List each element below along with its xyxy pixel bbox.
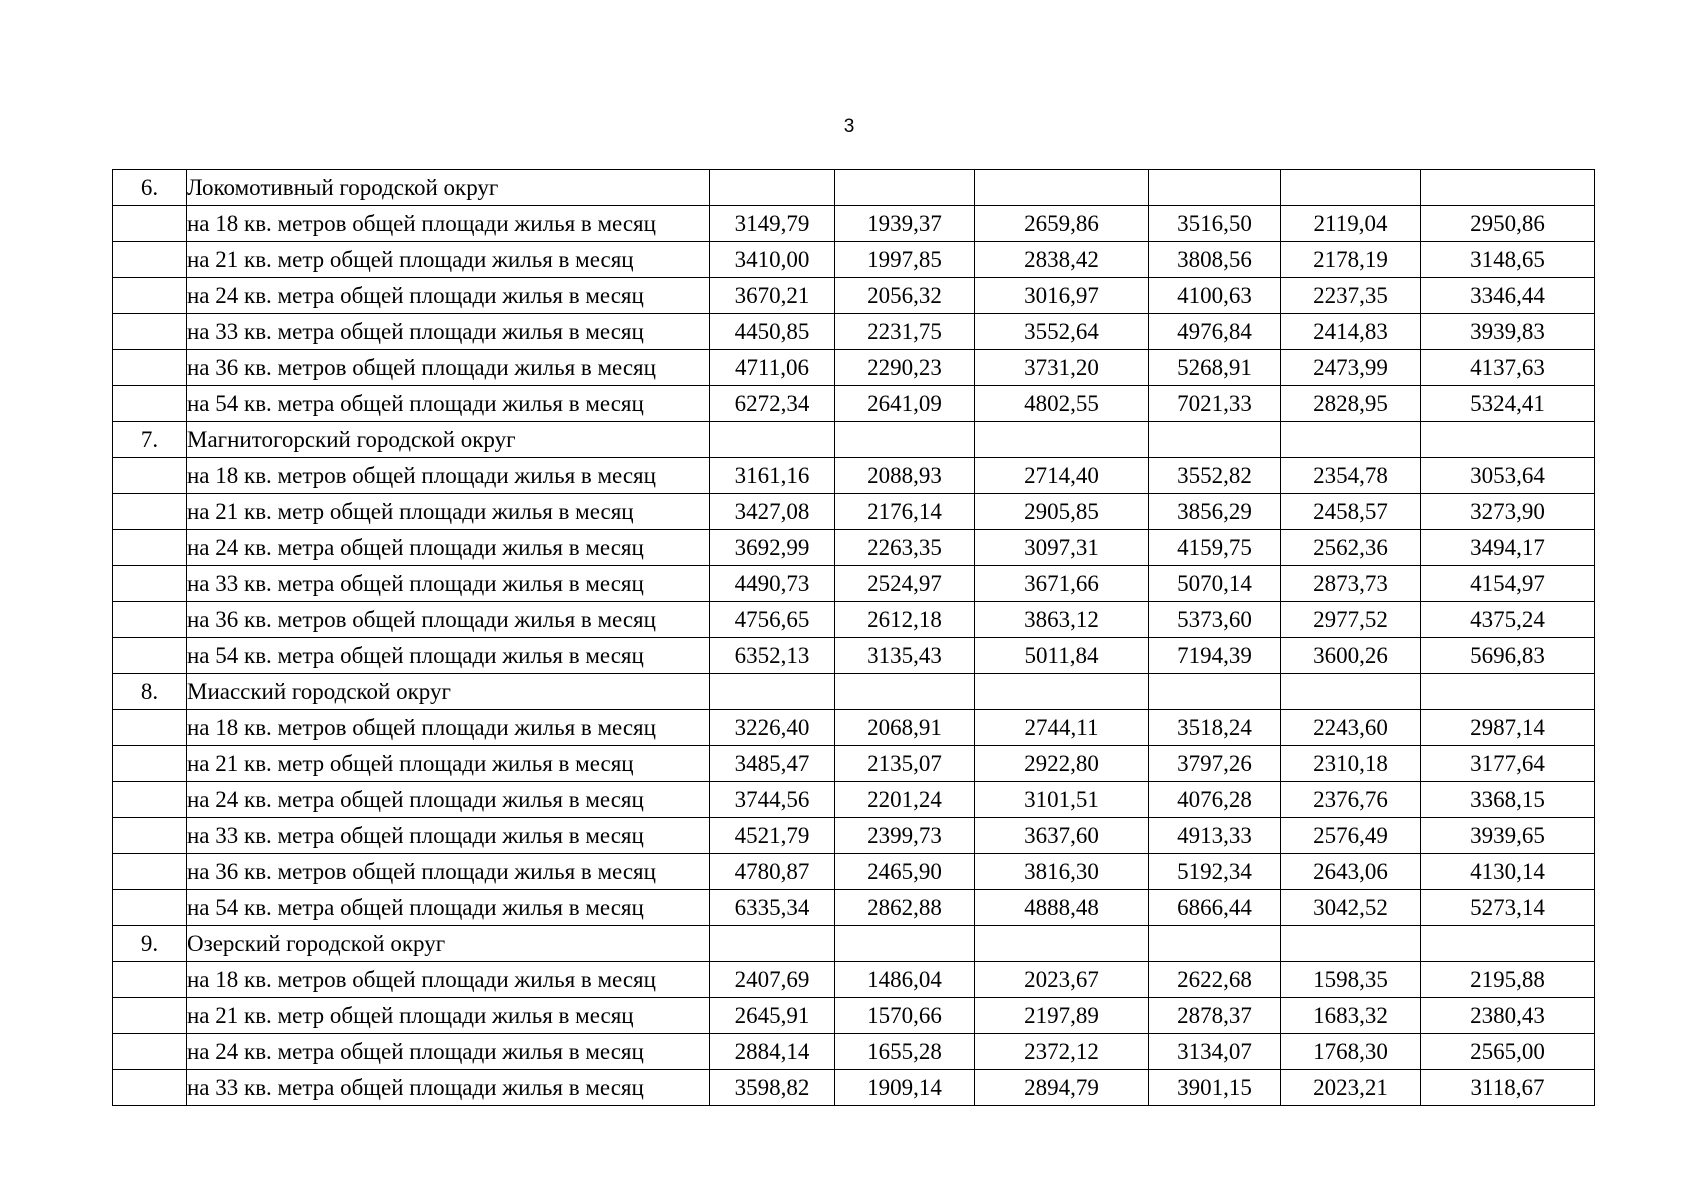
value-cell: 2023,67 — [975, 962, 1149, 998]
value-cell: 2310,18 — [1281, 746, 1421, 782]
table-body — [113, 170, 1595, 1106]
value-cell: 4521,79 — [710, 818, 835, 854]
empty-cell — [113, 998, 187, 1034]
value-cell: 2195,88 — [1421, 962, 1595, 998]
value-cell: 2458,57 — [1281, 494, 1421, 530]
value-cell: 3149,79 — [710, 206, 835, 242]
table-row — [113, 242, 1595, 278]
value-cell: 3797,26 — [1149, 746, 1281, 782]
empty-cell — [1281, 422, 1421, 458]
value-cell: 2838,42 — [975, 242, 1149, 278]
row-label: на 36 кв. метров общей площади жилья в месяц — [187, 602, 710, 638]
empty-cell — [835, 674, 975, 710]
empty-cell — [1149, 170, 1281, 206]
empty-cell — [1281, 926, 1421, 962]
row-label: на 18 кв. метров общей площади жилья в месяц — [187, 710, 710, 746]
value-cell: 2372,12 — [975, 1034, 1149, 1070]
empty-cell — [113, 242, 187, 278]
empty-cell — [113, 350, 187, 386]
value-cell: 2023,21 — [1281, 1070, 1421, 1106]
value-cell: 2612,18 — [835, 602, 975, 638]
table-row — [113, 494, 1595, 530]
empty-cell — [1421, 170, 1595, 206]
empty-cell — [1281, 674, 1421, 710]
empty-cell — [975, 926, 1149, 962]
value-cell: 3053,64 — [1421, 458, 1595, 494]
value-cell: 3485,47 — [710, 746, 835, 782]
value-cell: 2565,00 — [1421, 1034, 1595, 1070]
empty-cell — [113, 602, 187, 638]
row-label: на 36 кв. метров общей площади жилья в месяц — [187, 350, 710, 386]
value-cell: 4450,85 — [710, 314, 835, 350]
empty-cell — [113, 710, 187, 746]
row-label: на 21 кв. метр общей площади жилья в месяц — [187, 494, 710, 530]
table-row — [113, 890, 1595, 926]
value-cell: 3410,00 — [710, 242, 835, 278]
value-cell: 2645,91 — [710, 998, 835, 1034]
value-cell: 3731,20 — [975, 350, 1149, 386]
value-cell: 6335,34 — [710, 890, 835, 926]
empty-cell — [113, 566, 187, 602]
value-cell: 4913,33 — [1149, 818, 1281, 854]
value-cell: 2380,43 — [1421, 998, 1595, 1034]
value-cell: 2884,14 — [710, 1034, 835, 1070]
table-row — [113, 566, 1595, 602]
empty-cell — [1281, 170, 1421, 206]
value-cell: 1997,85 — [835, 242, 975, 278]
value-cell: 3042,52 — [1281, 890, 1421, 926]
value-cell: 3118,67 — [1421, 1070, 1595, 1106]
section-header-row — [113, 926, 1595, 962]
value-cell: 3518,24 — [1149, 710, 1281, 746]
value-cell: 5070,14 — [1149, 566, 1281, 602]
row-label: на 36 кв. метров общей площади жилья в месяц — [187, 854, 710, 890]
value-cell: 3226,40 — [710, 710, 835, 746]
empty-cell — [710, 170, 835, 206]
section-title: Озерский городской округ — [187, 926, 710, 962]
value-cell: 2744,11 — [975, 710, 1149, 746]
table-row — [113, 206, 1595, 242]
value-cell: 5273,14 — [1421, 890, 1595, 926]
value-cell: 2243,60 — [1281, 710, 1421, 746]
value-cell: 2905,85 — [975, 494, 1149, 530]
value-cell: 2878,37 — [1149, 998, 1281, 1034]
empty-cell — [113, 458, 187, 494]
value-cell: 4756,65 — [710, 602, 835, 638]
value-cell: 3135,43 — [835, 638, 975, 674]
empty-cell — [710, 422, 835, 458]
value-cell: 4154,97 — [1421, 566, 1595, 602]
value-cell: 2376,76 — [1281, 782, 1421, 818]
row-label: на 33 кв. метра общей площади жилья в месяц — [187, 566, 710, 602]
value-cell: 4100,63 — [1149, 278, 1281, 314]
value-cell: 2176,14 — [835, 494, 975, 530]
value-cell: 4711,06 — [710, 350, 835, 386]
value-cell: 2465,90 — [835, 854, 975, 890]
table-row — [113, 458, 1595, 494]
empty-cell — [1421, 926, 1595, 962]
empty-cell — [113, 314, 187, 350]
value-cell: 2524,97 — [835, 566, 975, 602]
row-label: на 33 кв. метра общей площади жилья в месяц — [187, 818, 710, 854]
table-row — [113, 278, 1595, 314]
value-cell: 2399,73 — [835, 818, 975, 854]
value-cell: 3368,15 — [1421, 782, 1595, 818]
empty-cell — [835, 926, 975, 962]
row-label: на 54 кв. метра общей площади жилья в месяц — [187, 890, 710, 926]
value-cell: 3939,83 — [1421, 314, 1595, 350]
tariff-table — [112, 169, 1595, 1106]
value-cell: 2414,83 — [1281, 314, 1421, 350]
value-cell: 7194,39 — [1149, 638, 1281, 674]
value-cell: 2068,91 — [835, 710, 975, 746]
value-cell: 2714,40 — [975, 458, 1149, 494]
row-label: на 21 кв. метр общей площади жилья в месяц — [187, 998, 710, 1034]
value-cell: 2622,68 — [1149, 962, 1281, 998]
value-cell: 2659,86 — [975, 206, 1149, 242]
value-cell: 2562,36 — [1281, 530, 1421, 566]
value-cell: 4780,87 — [710, 854, 835, 890]
value-cell: 3494,17 — [1421, 530, 1595, 566]
value-cell: 2354,78 — [1281, 458, 1421, 494]
empty-cell — [710, 674, 835, 710]
empty-cell — [710, 926, 835, 962]
value-cell: 3552,64 — [975, 314, 1149, 350]
row-label: на 33 кв. метра общей площади жилья в месяц — [187, 314, 710, 350]
row-label: на 21 кв. метр общей площади жилья в месяц — [187, 746, 710, 782]
row-label: на 24 кв. метра общей площади жилья в месяц — [187, 278, 710, 314]
value-cell: 6866,44 — [1149, 890, 1281, 926]
page-number: 3 — [843, 116, 855, 137]
value-cell: 2873,73 — [1281, 566, 1421, 602]
value-cell: 1655,28 — [835, 1034, 975, 1070]
value-cell: 4076,28 — [1149, 782, 1281, 818]
value-cell: 3901,15 — [1149, 1070, 1281, 1106]
value-cell: 5011,84 — [975, 638, 1149, 674]
value-cell: 2922,80 — [975, 746, 1149, 782]
value-cell: 2407,69 — [710, 962, 835, 998]
empty-cell — [835, 422, 975, 458]
table-row — [113, 1070, 1595, 1106]
row-label: на 21 кв. метр общей площади жилья в месяц — [187, 242, 710, 278]
table-row — [113, 314, 1595, 350]
value-cell: 3161,16 — [710, 458, 835, 494]
value-cell: 2894,79 — [975, 1070, 1149, 1106]
value-cell: 3856,29 — [1149, 494, 1281, 530]
value-cell: 1939,37 — [835, 206, 975, 242]
value-cell: 6272,34 — [710, 386, 835, 422]
value-cell: 1598,35 — [1281, 962, 1421, 998]
value-cell: 5192,34 — [1149, 854, 1281, 890]
value-cell: 2237,35 — [1281, 278, 1421, 314]
table-row — [113, 746, 1595, 782]
value-cell: 3637,60 — [975, 818, 1149, 854]
section-header-row — [113, 674, 1595, 710]
value-cell: 4130,14 — [1421, 854, 1595, 890]
value-cell: 4375,24 — [1421, 602, 1595, 638]
value-cell: 4888,48 — [975, 890, 1149, 926]
value-cell: 2641,09 — [835, 386, 975, 422]
value-cell: 2977,52 — [1281, 602, 1421, 638]
empty-cell — [113, 278, 187, 314]
empty-cell — [113, 1034, 187, 1070]
empty-cell — [113, 854, 187, 890]
value-cell: 3346,44 — [1421, 278, 1595, 314]
value-cell: 3744,56 — [710, 782, 835, 818]
value-cell: 3863,12 — [975, 602, 1149, 638]
empty-cell — [113, 782, 187, 818]
row-label: на 24 кв. метра общей площади жилья в месяц — [187, 530, 710, 566]
row-label: на 33 кв. метра общей площади жилья в месяц — [187, 1070, 710, 1106]
value-cell: 5324,41 — [1421, 386, 1595, 422]
row-label: на 54 кв. метра общей площади жилья в месяц — [187, 386, 710, 422]
value-cell: 3670,21 — [710, 278, 835, 314]
value-cell: 1683,32 — [1281, 998, 1421, 1034]
value-cell: 2056,32 — [835, 278, 975, 314]
value-cell: 1909,14 — [835, 1070, 975, 1106]
row-label: на 18 кв. метров общей площади жилья в месяц — [187, 962, 710, 998]
table-row — [113, 602, 1595, 638]
value-cell: 2201,24 — [835, 782, 975, 818]
table-row — [113, 782, 1595, 818]
empty-cell — [113, 818, 187, 854]
value-cell: 3273,90 — [1421, 494, 1595, 530]
value-cell: 1768,30 — [1281, 1034, 1421, 1070]
value-cell: 3177,64 — [1421, 746, 1595, 782]
empty-cell — [113, 962, 187, 998]
value-cell: 3016,97 — [975, 278, 1149, 314]
value-cell: 2119,04 — [1281, 206, 1421, 242]
value-cell: 1570,66 — [835, 998, 975, 1034]
empty-cell — [113, 638, 187, 674]
row-label: на 54 кв. метра общей площади жилья в месяц — [187, 638, 710, 674]
table-row — [113, 962, 1595, 998]
value-cell: 3148,65 — [1421, 242, 1595, 278]
table-row — [113, 530, 1595, 566]
value-cell: 4137,63 — [1421, 350, 1595, 386]
empty-cell — [1421, 674, 1595, 710]
value-cell: 5373,60 — [1149, 602, 1281, 638]
empty-cell — [835, 170, 975, 206]
empty-cell — [113, 386, 187, 422]
value-cell: 4802,55 — [975, 386, 1149, 422]
table-row — [113, 998, 1595, 1034]
empty-cell — [113, 1070, 187, 1106]
section-title: Миасский городской округ — [187, 674, 710, 710]
value-cell: 2088,93 — [835, 458, 975, 494]
value-cell: 4976,84 — [1149, 314, 1281, 350]
value-cell: 3808,56 — [1149, 242, 1281, 278]
value-cell: 2862,88 — [835, 890, 975, 926]
value-cell: 2987,14 — [1421, 710, 1595, 746]
section-number: 8. — [113, 674, 187, 710]
value-cell: 4159,75 — [1149, 530, 1281, 566]
value-cell: 2231,75 — [835, 314, 975, 350]
empty-cell — [1149, 926, 1281, 962]
empty-cell — [1421, 422, 1595, 458]
value-cell: 5696,83 — [1421, 638, 1595, 674]
value-cell: 2643,06 — [1281, 854, 1421, 890]
value-cell: 2576,49 — [1281, 818, 1421, 854]
value-cell: 2197,89 — [975, 998, 1149, 1034]
empty-cell — [975, 170, 1149, 206]
row-label: на 24 кв. метра общей площади жилья в месяц — [187, 1034, 710, 1070]
empty-cell — [975, 674, 1149, 710]
value-cell: 5268,91 — [1149, 350, 1281, 386]
empty-cell — [975, 422, 1149, 458]
section-title: Локомотивный городской округ — [187, 170, 710, 206]
value-cell: 2263,35 — [835, 530, 975, 566]
table-row — [113, 710, 1595, 746]
value-cell: 2473,99 — [1281, 350, 1421, 386]
table-row — [113, 386, 1595, 422]
value-cell: 2828,95 — [1281, 386, 1421, 422]
value-cell: 3816,30 — [975, 854, 1149, 890]
value-cell: 2135,07 — [835, 746, 975, 782]
value-cell: 3097,31 — [975, 530, 1149, 566]
value-cell: 2178,19 — [1281, 242, 1421, 278]
value-cell: 3692,99 — [710, 530, 835, 566]
value-cell: 3516,50 — [1149, 206, 1281, 242]
value-cell: 2950,86 — [1421, 206, 1595, 242]
value-cell: 3671,66 — [975, 566, 1149, 602]
table-row — [113, 854, 1595, 890]
section-header-row — [113, 422, 1595, 458]
row-label: на 24 кв. метра общей площади жилья в месяц — [187, 782, 710, 818]
empty-cell — [113, 890, 187, 926]
table-row — [113, 1034, 1595, 1070]
empty-cell — [113, 530, 187, 566]
empty-cell — [1149, 674, 1281, 710]
value-cell: 1486,04 — [835, 962, 975, 998]
empty-cell — [1149, 422, 1281, 458]
empty-cell — [113, 494, 187, 530]
value-cell: 2290,23 — [835, 350, 975, 386]
value-cell: 7021,33 — [1149, 386, 1281, 422]
value-cell: 3939,65 — [1421, 818, 1595, 854]
section-number: 9. — [113, 926, 187, 962]
empty-cell — [113, 746, 187, 782]
table-row — [113, 818, 1595, 854]
value-cell: 4490,73 — [710, 566, 835, 602]
section-header-row — [113, 170, 1595, 206]
value-cell: 6352,13 — [710, 638, 835, 674]
value-cell: 3101,51 — [975, 782, 1149, 818]
value-cell: 3598,82 — [710, 1070, 835, 1106]
value-cell: 3134,07 — [1149, 1034, 1281, 1070]
value-cell: 3427,08 — [710, 494, 835, 530]
section-number: 6. — [113, 170, 187, 206]
section-number: 7. — [113, 422, 187, 458]
section-title: Магнитогорский городской округ — [187, 422, 710, 458]
table-row — [113, 638, 1595, 674]
value-cell: 3552,82 — [1149, 458, 1281, 494]
row-label: на 18 кв. метров общей площади жилья в месяц — [187, 206, 710, 242]
value-cell: 3600,26 — [1281, 638, 1421, 674]
row-label: на 18 кв. метров общей площади жилья в месяц — [187, 458, 710, 494]
empty-cell — [113, 206, 187, 242]
table-row — [113, 350, 1595, 386]
